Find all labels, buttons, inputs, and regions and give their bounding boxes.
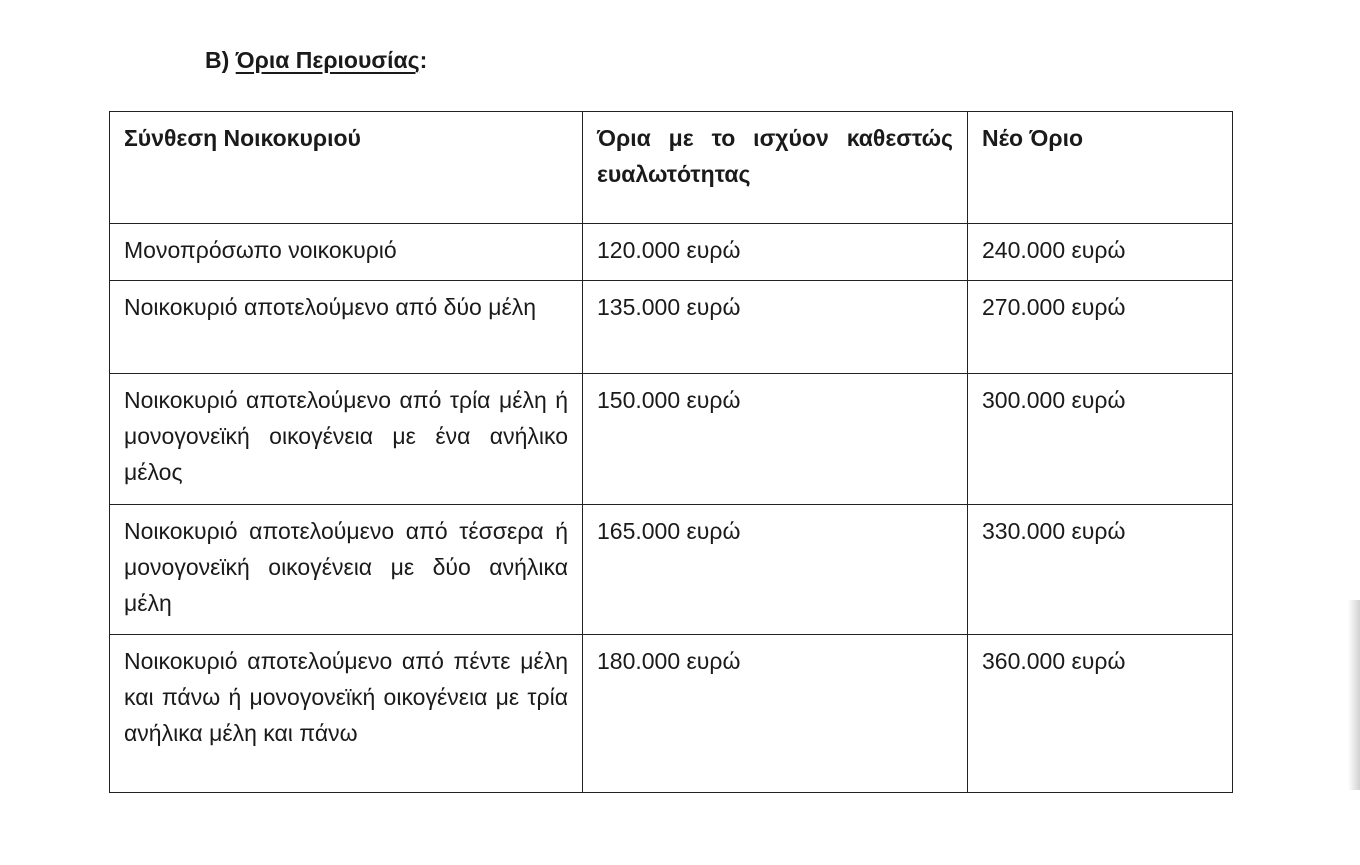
household-cell: Νοικοκυριό αποτελούμενο από πέντε μέλη και πάνω ή μονογονεϊκή οικογένεια με τρία ανήλικα μέλη και πάνω [110,635,583,793]
section-heading-title: Όρια Περιουσίας [235,47,420,73]
section-heading-suffix: : [419,47,428,73]
header-current-limits: Όρια με το ισχύον καθεστώς ευαλωτότητας [583,112,968,224]
header-new-limit: Νέο Όριο [968,112,1233,224]
section-heading-prefix: Β) [205,47,236,73]
new-limit-cell: 300.000 ευρώ [968,374,1233,505]
table-row [110,505,1233,635]
current-limit-cell: 120.000 ευρώ [583,224,968,281]
new-limit-cell: 240.000 ευρώ [968,224,1233,281]
current-limit-cell: 180.000 ευρώ [583,635,968,793]
household-cell: Νοικοκυριό αποτελούμενο από τέσσερα ή μονογονεϊκή οικογένεια με δύο ανήλικα μέλη [110,505,583,635]
new-limit-cell: 270.000 ευρώ [968,281,1233,374]
current-limit-cell: 150.000 ευρώ [583,374,968,505]
section-heading [205,44,427,76]
asset-limits-table [109,111,1233,793]
household-cell: Νοικοκυριό αποτελούμενο από τρία μέλη ή μονογονεϊκή οικογένεια με ένα ανήλικο μέλος [110,374,583,505]
new-limit-cell: 360.000 ευρώ [968,635,1233,793]
table-row [110,635,1233,793]
new-limit-cell: 330.000 ευρώ [968,505,1233,635]
current-limit-cell: 135.000 ευρώ [583,281,968,374]
table-row [110,281,1233,374]
table-header-row [110,112,1233,224]
household-cell: Νοικοκυριό αποτελούμενο από δύο μέλη [110,281,583,374]
table-row [110,224,1233,281]
table-row [110,374,1233,505]
household-cell: Μονοπρόσωπο νοικοκυριό [110,224,583,281]
page-edge-shadow [1348,600,1360,790]
current-limit-cell: 165.000 ευρώ [583,505,968,635]
header-household-composition: Σύνθεση Νοικοκυριού [110,112,583,224]
